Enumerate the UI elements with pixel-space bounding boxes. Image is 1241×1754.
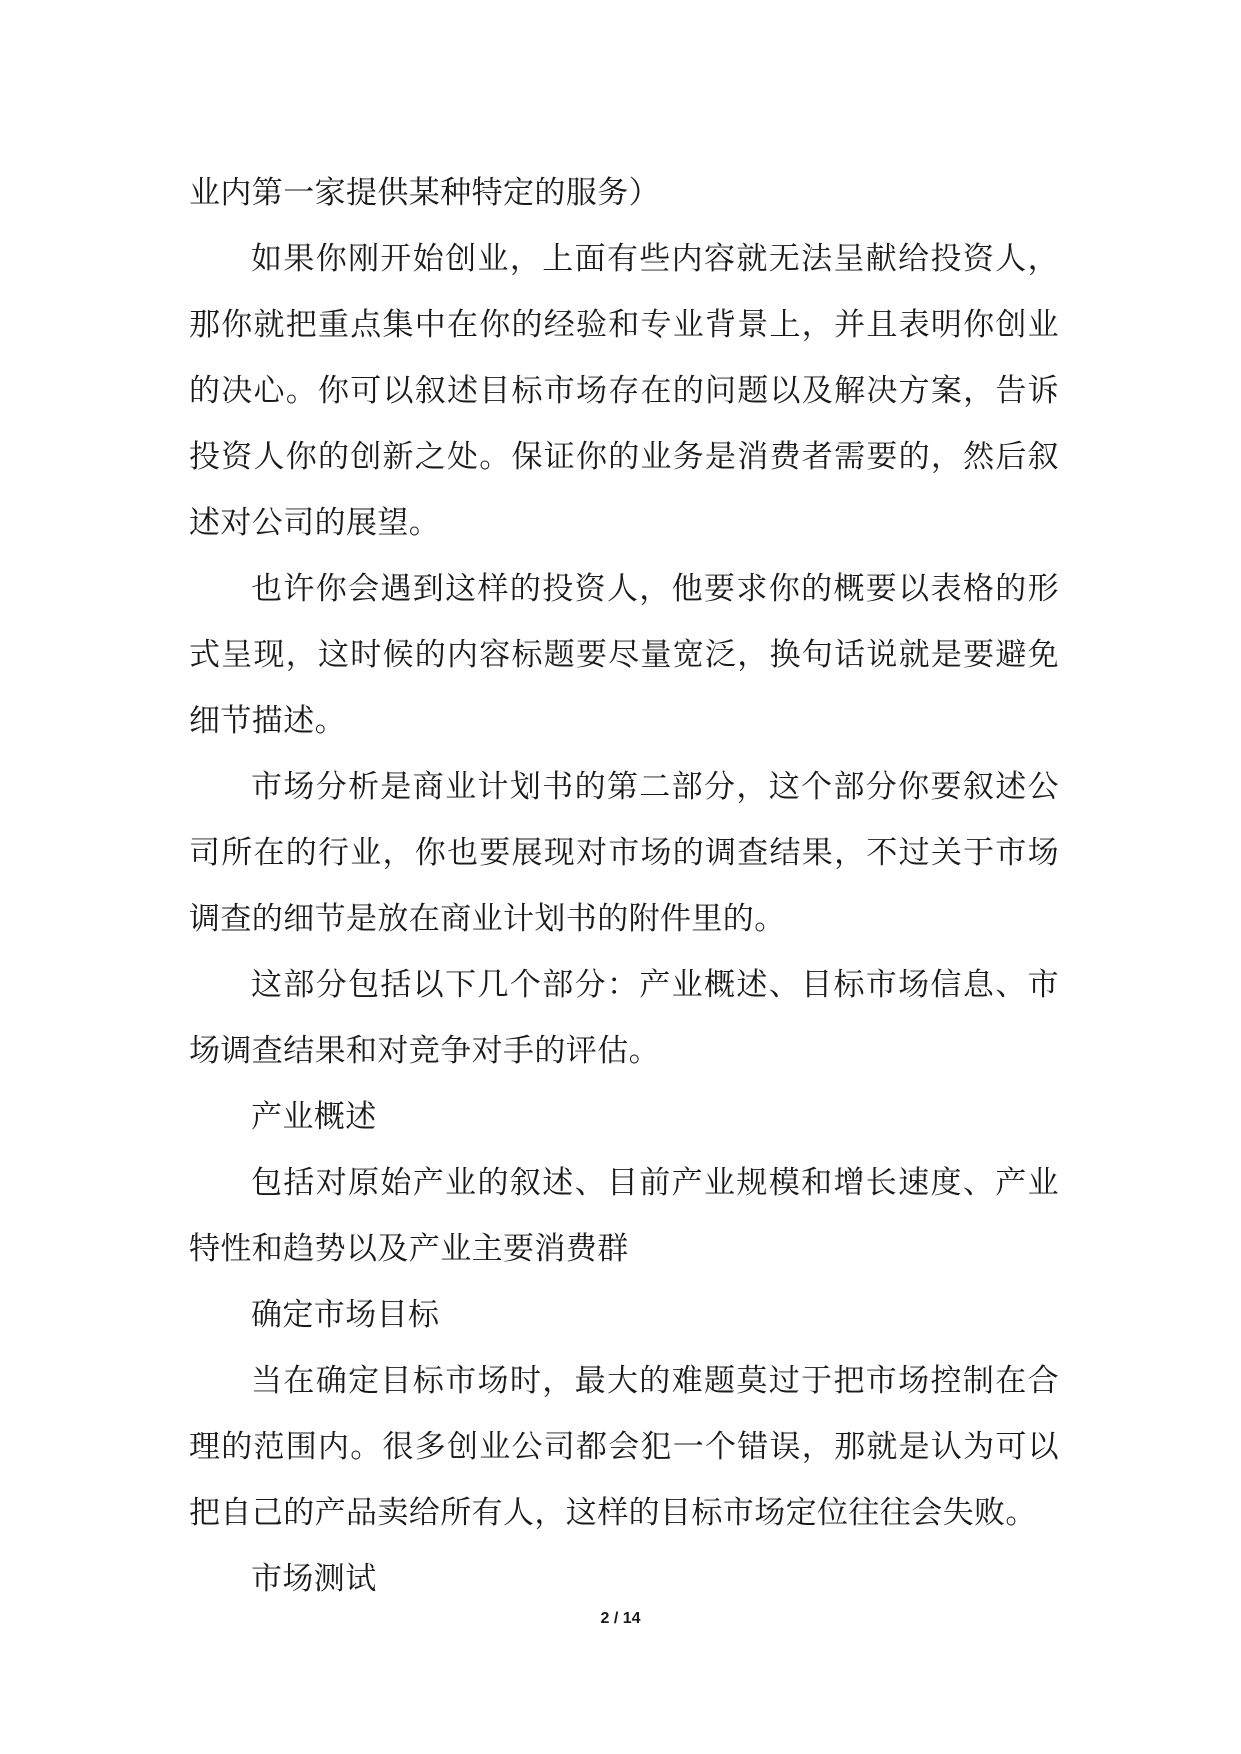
paragraph-market-analysis: 市场分析是商业计划书的第二部分，这个部分你要叙述公司所在的行业，你也要展现对市场的调查结果，不过关于市场调查的细节是放在商业计划书的附件里的。 — [189, 769, 1059, 937]
paragraph-startup-advice: 如果你刚开始创业，上面有些内容就无法呈献给投资人，那你就把重点集中在你的经验和专业背景上，并且表明你创业的决心。你可以叙述目标市场存在的问题以及解决方案，告诉投资人你的创新之处。保证你的业务是消费者需要的，然后叙述对公司的展望。 — [189, 241, 1059, 541]
heading-industry-overview: 产业概述 — [251, 1099, 377, 1135]
paragraph-table-format: 也许你会遇到这样的投资人，他要求你的概要以表格的形式呈现，这时候的内容标题要尽量宽泛，换句话说就是要避免细节描述。 — [189, 571, 1059, 739]
paragraph-industry-overview: 包括对原始产业的叙述、目前产业规模和增长速度、产业特性和趋势以及产业主要消费群 — [189, 1165, 1059, 1267]
paragraph-target-market: 当在确定目标市场时，最大的难题莫过于把市场控制在合理的范围内。很多创业公司都会犯一个错误，那就是认为可以把自己的产品卖给所有人，这样的目标市场定位往往会失败。 — [189, 1363, 1059, 1531]
heading-target-market: 确定市场目标 — [251, 1297, 440, 1333]
body-text — [189, 160, 1059, 1612]
heading-market-test: 市场测试 — [251, 1561, 377, 1597]
paragraph-continuation: 业内第一家提供某种特定的服务） — [189, 175, 660, 211]
page-number: 2 / 14 — [600, 1610, 641, 1627]
paragraph-section-parts: 这部分包括以下几个部分：产业概述、目标市场信息、市场调查结果和对竞争对手的评估。 — [189, 967, 1059, 1069]
